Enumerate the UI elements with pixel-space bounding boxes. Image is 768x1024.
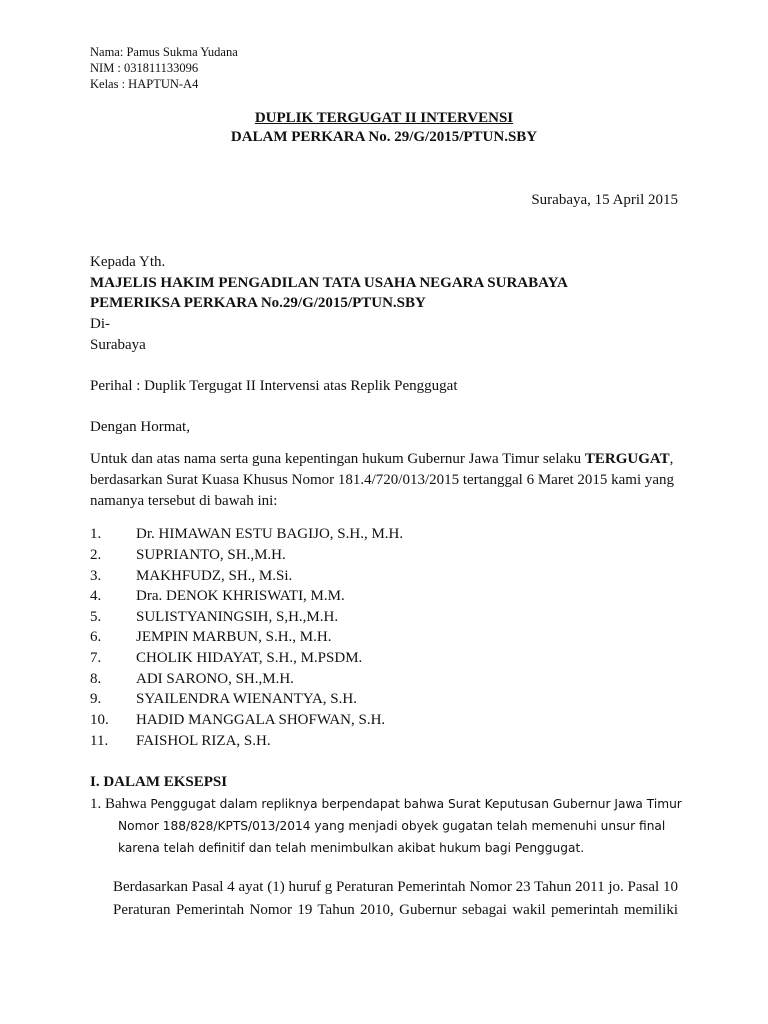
recipient-city: Surabaya [90,337,146,353]
attorney-name: SULISTYANINGSIH, S,H.,M.H. [136,609,339,625]
intro-line-2: berdasarkan Surat Kuasa Khusus Nomor 181.4/720/013/2015 tertanggal 6 Maret 2015 kami yang [90,472,675,488]
student-nim: NIM : 031811133096 [90,61,199,75]
attorney-name: CHOLIK HIDAYAT, S.H., M.PSDM. [136,650,363,666]
attorney-number: 11. [90,733,109,749]
attorney-number: 3. [90,568,102,584]
attorney-number: 1. [90,526,102,542]
point-1-text: Penggugat dalam repliknya berpendapat bahwa Surat Keputusan Gubernur Jawa Timur [150,797,682,811]
attorney-name: MAKHFUDZ, SH., M.Si. [136,568,293,584]
paragraph-line-2: Peraturan Pemerintah Nomor 19 Tahun 2010, Gubernur sebagai wakil pemerintah memiliki [113,902,678,918]
attorney-name: Dra. DENOK KHRISWATI, M.M. [136,588,345,604]
attorney-name: SUPRIANTO, SH.,M.H. [136,547,286,563]
attorney-name: JEMPIN MARBUN, S.H., M.H. [136,629,332,645]
section-heading: I. DALAM EKSEPSI [90,774,228,790]
intro-line-3: namanya tersebut di bawah ini: [90,493,278,509]
paragraph-line-1: Berdasarkan Pasal 4 ayat (1) huruf g Peraturan Pemerintah Nomor 23 Tahun 2011 jo. Pasal 10 [113,879,678,895]
attorney-number: 7. [90,650,102,666]
attorney-number: 4. [90,588,102,604]
recipient-line-2: PEMERIKSA PERKARA No.29/G/2015/PTUN.SBY [90,295,426,311]
attorney-name: ADI SARONO, SH.,M.H. [136,671,294,687]
document-title-text: DUPLIK TERGUGAT II INTERVENSI [254,110,514,126]
intro-line-1-text: Untuk dan atas nama serta guna kepentingan hukum Gubernur Jawa Timur selaku [90,451,585,467]
document-date: Surabaya, 15 April 2015 [531,192,678,208]
salutation: Dengan Hormat, [90,419,190,435]
recipient-line-1: MAJELIS HAKIM PENGADILAN TATA USAHA NEGARA SURABAYA [90,275,568,291]
attorney-number: 2. [90,547,102,563]
attorney-name: FAISHOL RIZA, S.H. [136,733,271,749]
intro-line-1-end: , [669,451,674,467]
recipient-di: Di- [90,316,110,332]
point-1-line-1 [90,795,682,813]
case-number-title: DALAM PERKARA No. 29/G/2015/PTUN.SBY [230,129,538,145]
point-1-prefix: 1. Bahwa [90,796,151,812]
attorney-name: Dr. HIMAWAN ESTU BAGIJO, S.H., M.H. [136,526,404,542]
attorney-number: 6. [90,629,102,645]
point-1-line-3: karena telah definitif dan telah menimbulkan akibat hukum bagi Penggugat. [118,841,585,855]
subject-line: Perihal : Duplik Tergugat II Intervensi atas Replik Penggugat [90,378,458,394]
attorney-number: 10. [90,712,109,728]
student-name: Nama: Pamus Sukma Yudana [90,45,238,59]
recipient-kepada: Kepada Yth. [90,254,166,270]
intro-line-1 [90,451,673,468]
attorney-name: HADID MANGGALA SHOFWAN, S.H. [136,712,386,728]
student-class: Kelas : HAPTUN-A4 [90,77,199,91]
attorney-number: 9. [90,691,102,707]
document-title [0,110,768,127]
attorney-name: SYAILENDRA WIENANTYA, S.H. [136,691,357,707]
attorney-number: 8. [90,671,102,687]
attorney-number: 5. [90,609,102,625]
point-1-line-2: Nomor 188/828/KPTS/013/2014 yang menjadi obyek gugatan telah memenuhi unsur final [118,819,666,833]
intro-tergugat: TERGUGAT [584,451,670,467]
